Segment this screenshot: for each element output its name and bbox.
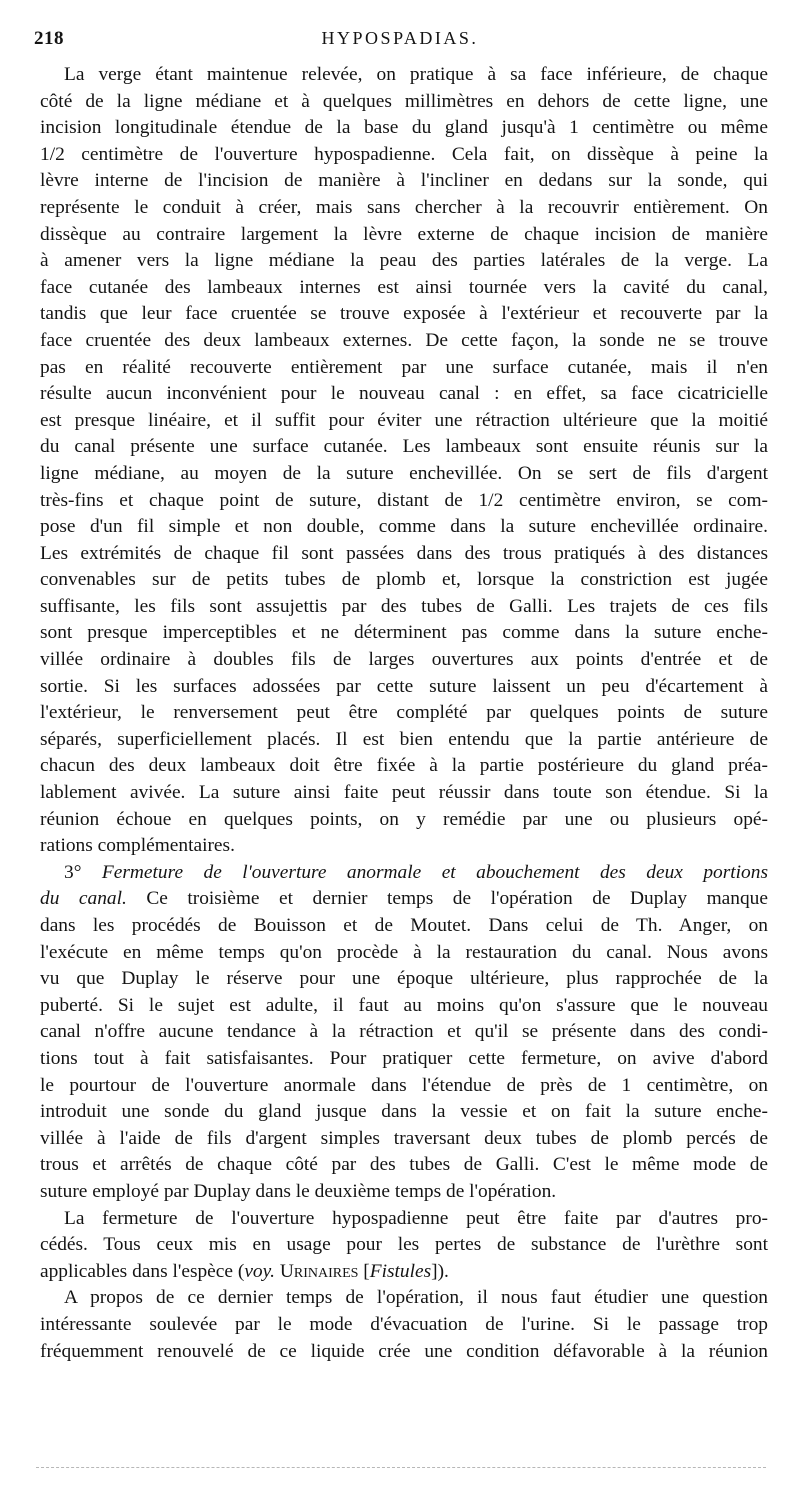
text-line: La fermeture de l'ouverture hypospadienne peut être faite par d'autres pro- [64,1207,768,1229]
text-line: réunion échoue en quelques points, on y remédie par une ou plusieurs opé- [40,808,768,830]
section-title: Fermeture de l'ouverture anormale et abouchement des deux portions [101,861,768,883]
text-line: très-fins et chaque point de suture, distant de 1/2 centimètre environ, se com- [40,489,768,511]
text-line: trous et arrêtés de chaque côté par des tubes de Galli. C'est le même mode de [40,1154,768,1176]
text-line: cédés. Tous ceux mis en usage pour les pertes de substance de l'urèthre sont [40,1234,768,1256]
text-line: canal n'offre aucune tendance à la rétraction et qu'il se présente dans des condi- [40,1021,768,1043]
text-line: séparés, superficiellement placés. Il est bien entendu que la partie antérieure de [40,728,768,750]
text-line: ligne médiane, au moyen de la suture enchevillée. On se sert de fils d'argent [40,462,768,484]
text-line: convenables sur de petits tubes de plomb et, lorsque la constriction est jugée [40,569,768,591]
text-line: rations complémentaires. [40,835,235,857]
text-line: à amener vers la ligne médiane la peau des parties latérales de la verge. La [40,250,768,272]
text-run: applicables dans l'espèce ( [40,1260,245,1282]
text-line: pose d'un fil simple et non double, comme dans la suture enchevillée ordinaire. [40,516,768,538]
text-line: incision longitudinale étendue de la base du gland jusqu'à 1 centimètre ou même [40,117,768,139]
footer-bleed-rule [36,1467,766,1468]
cross-ref-subarticle: Fistules [369,1260,432,1282]
text-line: pas en réalité recouverte entièrement par une surface cutanée, mais il n'en [40,356,768,378]
cross-ref-article: Urinaires [279,1260,359,1282]
text-line: sont presque imperceptibles et ne déterminent pas comme dans la suture enche- [40,622,768,644]
text-line: vu que Duplay le réserve pour une époque ultérieure, plus rapprochée de la [40,968,768,990]
text-line: fréquemment renouvelé de ce liquide crée une condition défavorable à la réunion [40,1340,768,1362]
section-title-end: du canal. [40,888,127,910]
text-line: face cruentée des deux lambeaux externes. De cette façon, la sonde ne se trouve [40,329,768,351]
body-text [40,62,768,1365]
text-line: villée à l'aide de fils d'argent simples traversant deux tubes de plomb percés de [40,1127,768,1149]
text-line: lablement avivée. La suture ainsi faite peut réussir dans toute son étendue. Si la [40,782,768,804]
section-heading-line [40,886,768,913]
text-line: lèvre interne de l'incision de manière à l'incliner en dedans sur la sonde, qui [40,170,768,192]
section-number: 3° [64,861,82,883]
text-line: l'exécute en même temps qu'on procède à la restauration du canal. Nous avons [40,941,768,963]
text-line: côté de la ligne médiane et à quelques millimètres en dehors de cette ligne, une [40,90,768,112]
voy-abbrev: voy. [244,1260,275,1282]
text-line: Les extrémités de chaque fil sont passées dans des trous pratiqués à des distances [40,542,768,564]
text-line: introduit une sonde du gland jusque dans la vessie et on fait la suture enche- [40,1101,768,1123]
running-title: HYPOSPADIAS. [321,28,479,48]
text-run: Ce troisième et dernier temps de l'opération de Duplay manque [126,888,768,910]
text-line: le pourtour de l'ouverture anormale dans l'étendue de près de 1 centimètre, on [40,1074,768,1096]
text-run: ]). [431,1260,449,1282]
text-line: est presque linéaire, et il suffit pour éviter une rétraction ultérieure que la moitié [40,409,768,431]
text-line: La verge étant maintenue relevée, on pratique à sa face inférieure, de chaque [64,64,768,85]
page-number: 218 [34,28,64,49]
text-line: suture employé par Duplay dans le deuxième temps de l'opération. [40,1180,557,1202]
section-heading-line [40,860,768,887]
text-line: du canal présente une surface cutanée. Les lambeaux sont ensuite réunis sur la [40,436,768,458]
cross-reference-line [40,1259,768,1286]
text-line: résulte aucun inconvénient pour le nouveau canal : en effet, sa face cicatricielle [40,383,768,405]
text-run: [ [358,1260,370,1282]
text-line: tandis que leur face cruentée se trouve exposée à l'extérieur et recouverte par la [40,303,768,325]
text-line: puberté. Si le sujet est adulte, il faut au moins qu'on s'assure que le nouveau [40,994,768,1016]
text-line: intéressante soulevée par le mode d'évacuation de l'urine. Si le passage trop [40,1313,768,1335]
text-line: dans les procédés de Bouisson et de Moutet. Dans celui de Th. Anger, on [40,915,768,936]
text-line: suffisante, les fils sont assujettis par des tubes de Galli. Les trajets de ces fils [40,595,768,617]
text-line: A propos de ce dernier temps de l'opération, il nous faut étudier une question [64,1287,768,1309]
text-line: chacun des deux lambeaux doit être fixée à la partie postérieure du gland préa- [40,755,768,777]
running-head [34,22,766,52]
text-line: villée ordinaire à doubles fils de larges ouvertures aux points d'entrée et de [40,649,768,671]
text-line: 1/2 centimètre de l'ouverture hypospadienne. Cela fait, on dissèque à peine la [40,143,768,165]
text-line: l'extérieur, le renversement peut être complété par quelques points de suture [40,702,768,724]
text-line: représente le conduit à créer, mais sans chercher à la recouvrir entièrement. On [40,196,768,218]
text-line: dissèque au contraire largement la lèvre externe de chaque incision de manière [40,223,768,245]
text-line: sortie. Si les surfaces adossées par cette suture laissent un peu d'écartement à [40,675,768,697]
text-line: tions tout à fait satisfaisantes. Pour pratiquer cette fermeture, on avive d'abord [40,1047,768,1069]
text-line: face cutanée des lambeaux internes est ainsi tournée vers la cavité du canal, [40,276,768,298]
